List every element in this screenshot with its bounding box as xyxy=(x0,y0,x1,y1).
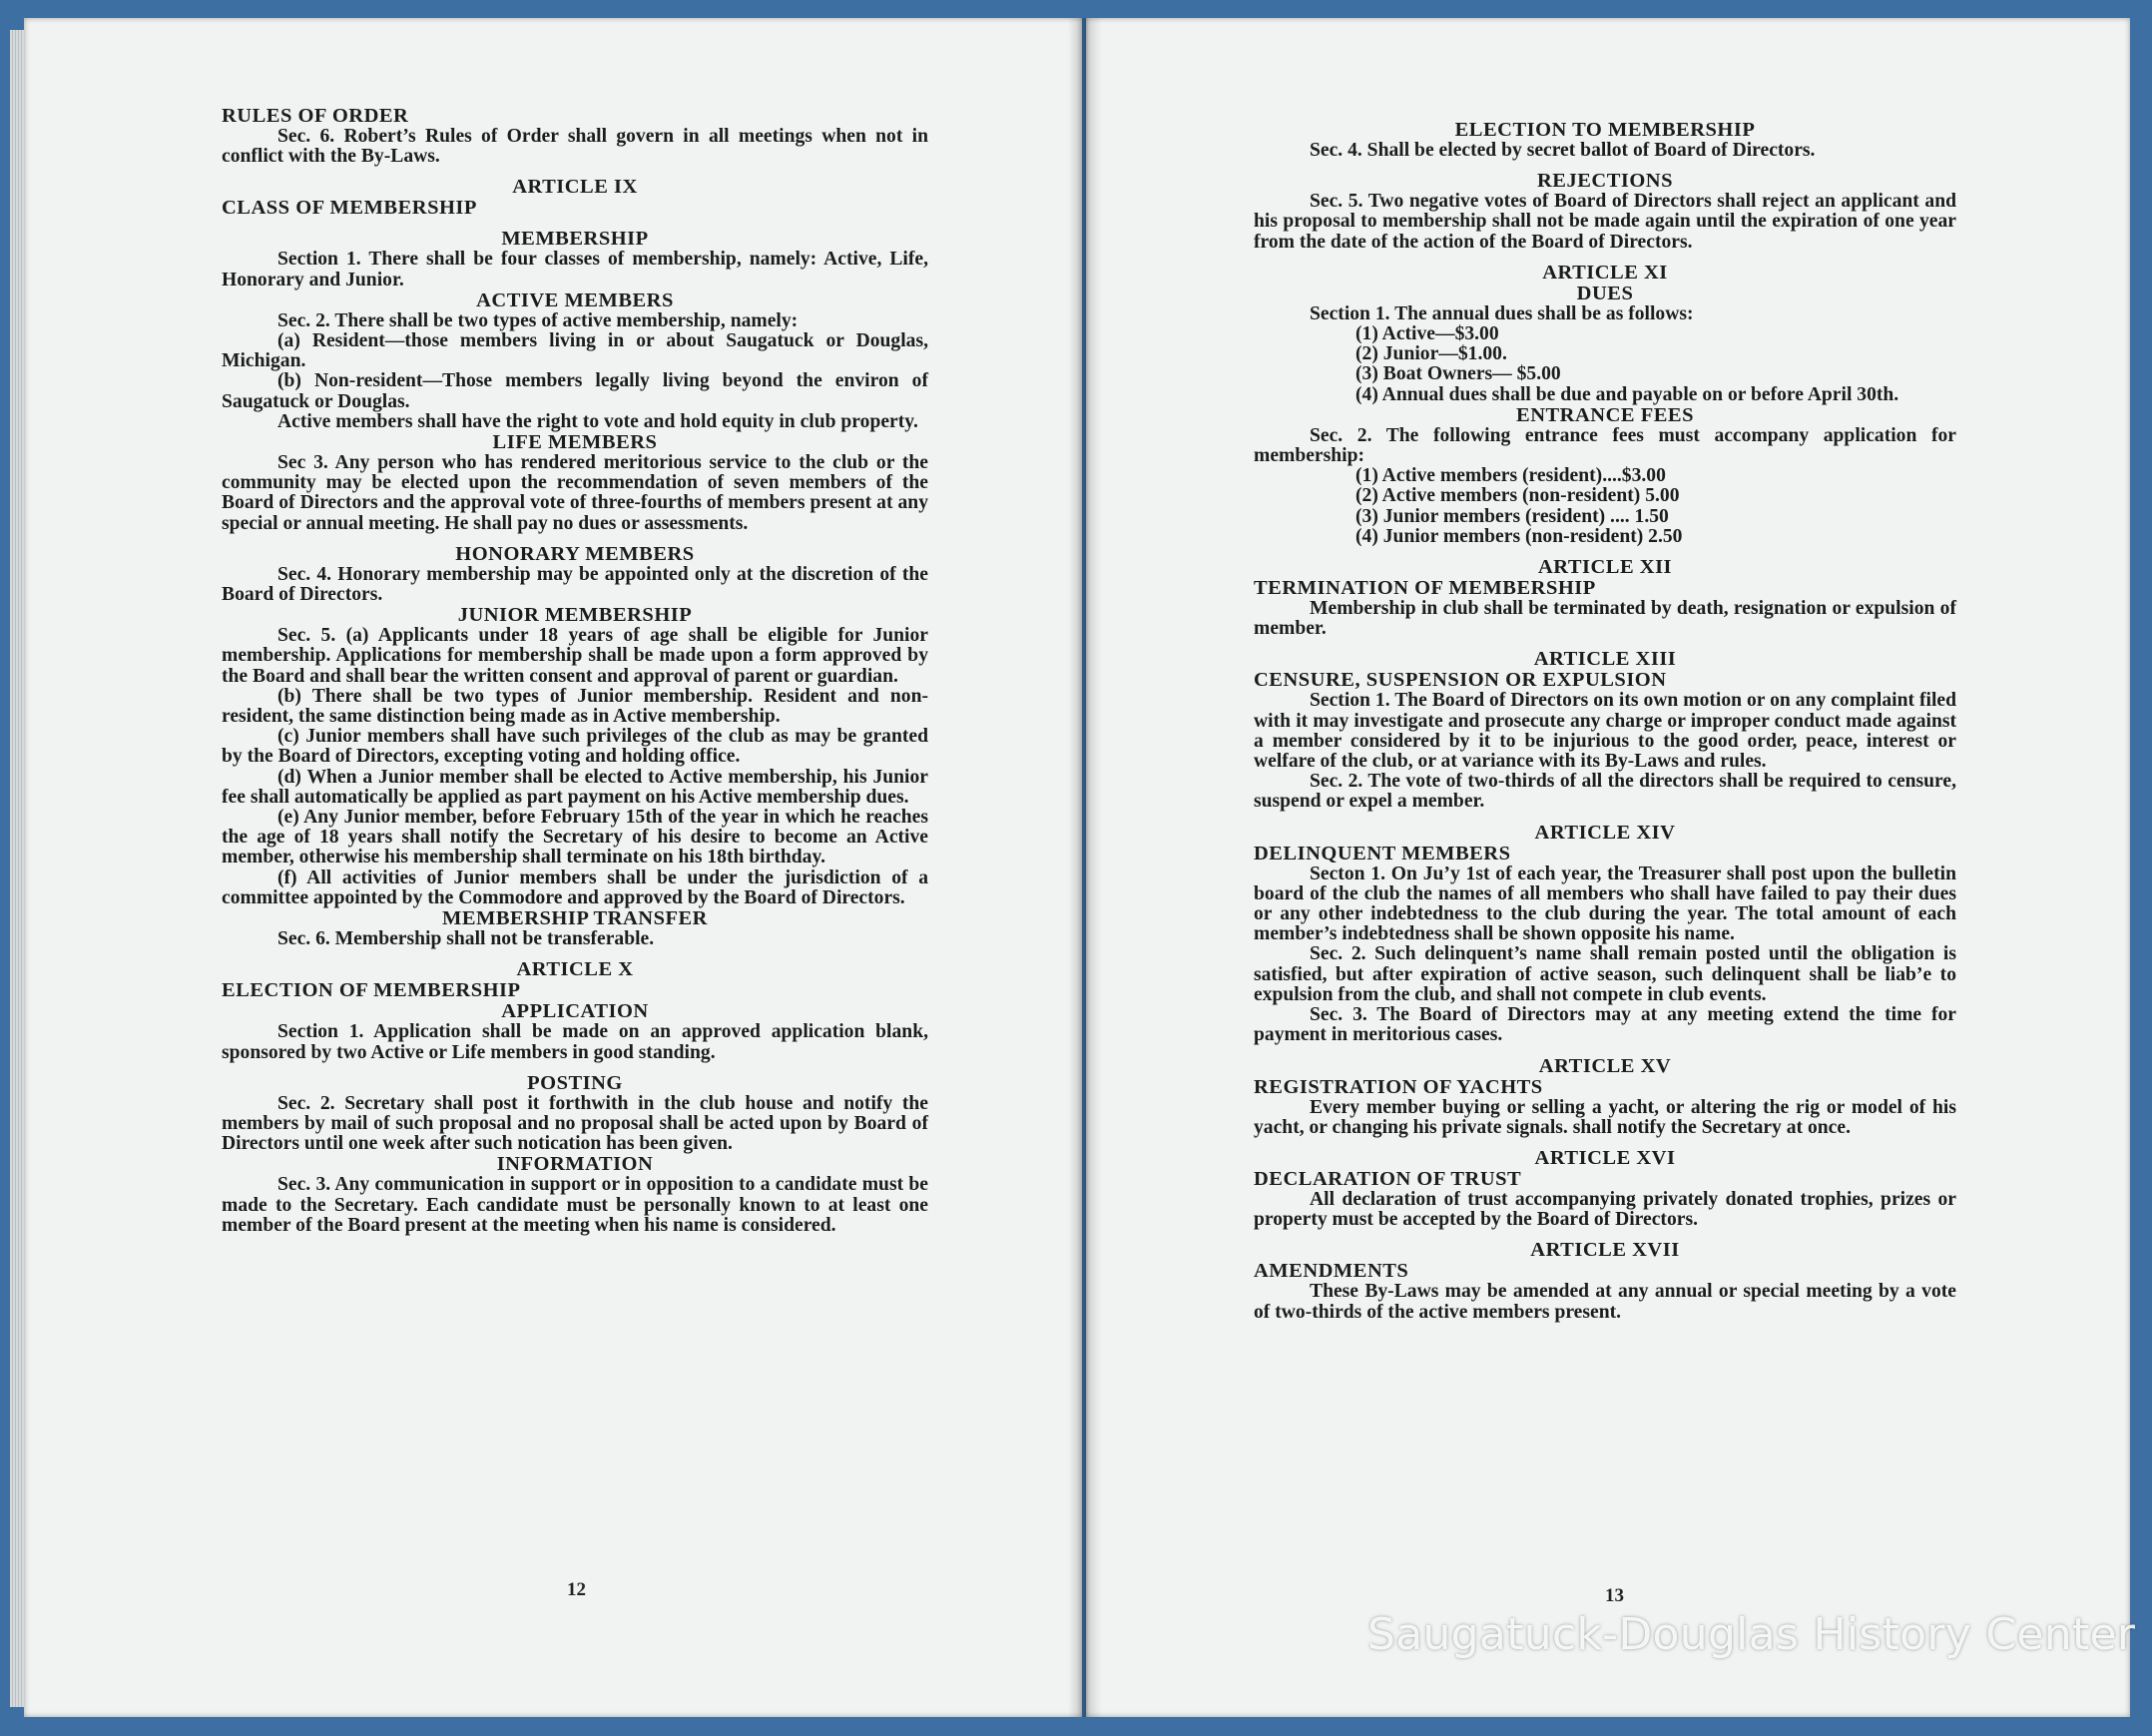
paragraph: (d) When a Junior member shall be elected to Active membership, his Junior fee shall automatically be applied as part payment on his Active membership dues. xyxy=(222,766,928,808)
paragraph: (e) Any Junior member, before February 15th of the year in which he reaches the age of 18 years shall notify the Secretary of his desire to become an Active member, otherwise his membership shall terminate on his 18th birthday. xyxy=(222,807,928,868)
paragraph: Section 1. The Board of Directors on its own motion or on any complaint filed with it may investigate and prosecute any charge or improper conduct made against a member considered by it to be injurious to the good order, peace, interest or welfare of the club, or at variance with its By-Laws and rules. xyxy=(1254,690,1956,773)
class-heading: TERMINATION OF MEMBERSHIP xyxy=(1254,577,1596,600)
list-item: (2) Active members (non-resident) 5.00 xyxy=(1355,485,1680,507)
paragraph: Sec. 4. Shall be elected by secret ballot of Board of Directors. xyxy=(1310,140,1816,161)
section-heading: INFORMATION xyxy=(496,1153,654,1176)
class-heading: ELECTION OF MEMBERSHIP xyxy=(222,979,521,1002)
paragraph: Section 1. Application shall be made on an approved application blank, sponsored by two Active or Life members in good standing. xyxy=(222,1021,928,1063)
paragraph: (b) Non-resident—Those members legally living beyond the environ of Saugatuck or Douglas. xyxy=(222,370,928,412)
paragraph: Sec. 6. Robert’s Rules of Order shall govern in all meetings when not in conflict with the By-Laws. xyxy=(222,126,928,168)
list-item: (1) Active—$3.00 xyxy=(1355,323,1499,345)
section-heading: ARTICLE XII xyxy=(1537,556,1673,579)
paragraph: Sec. 6. Membership shall not be transferable. xyxy=(277,928,655,950)
watermark-text: Saugatuck-Douglas History Center xyxy=(1367,1609,2136,1660)
section-heading: DUES xyxy=(1576,282,1634,304)
page-number-left: 12 xyxy=(567,1579,586,1600)
list-item: (3) Junior members (resident) .... 1.50 xyxy=(1355,505,1669,527)
paragraph: (f) All activities of Junior members shall be under the jurisdiction of a committee appointed by the Commodore and approved by the Board of Directors. xyxy=(222,867,928,908)
paragraph: Sec. 5. Two negative votes of Board of Directors shall reject an applicant and his proposal to membership shall not be made again until the expiration of one year from the date of the action of the Board of Directors. xyxy=(1254,191,1956,253)
paragraph: Section 1. There shall be four classes of membership, namely: Active, Life, Honorary and Junior. xyxy=(222,249,928,290)
section-heading: POSTING xyxy=(527,1071,623,1094)
class-heading: DELINQUENT MEMBERS xyxy=(1254,842,1511,865)
paragraph: Section 1. The annual dues shall be as follows: xyxy=(1310,302,1694,324)
paragraph: Sec. 4. Honorary membership may be appointed only at the discretion of the Board of Directors. xyxy=(222,563,928,606)
section-heading: APPLICATION xyxy=(501,1000,649,1023)
list-item: (4) Junior members (non-resident) 2.50 xyxy=(1355,525,1683,547)
class-heading: AMENDMENTS xyxy=(1254,1260,1409,1283)
paragraph: Sec. 2. There shall be two types of active membership, namely: xyxy=(277,309,799,331)
book-gutter xyxy=(1068,18,1102,1717)
list-item: (2) Junior—$1.00. xyxy=(1355,343,1507,365)
paragraph: These By-Laws may be amended at any annual or special meeting by a vote of two-thirds of the active members present. xyxy=(1254,1281,1956,1323)
section-heading: ACTIVE MEMBERS xyxy=(476,289,674,311)
list-item: (4) Annual dues shall be due and payable on or before April 30th. xyxy=(1355,383,1899,405)
class-heading: CLASS OF MEMBERSHIP xyxy=(222,197,477,220)
section-heading: JUNIOR MEMBERSHIP xyxy=(457,604,693,627)
section-heading: MEMBERSHIP TRANSFER xyxy=(442,907,708,930)
list-item: (1) Active members (resident)....$3.00 xyxy=(1355,465,1666,487)
section-heading: ARTICLE XIV xyxy=(1534,821,1676,844)
class-heading: RULES OF ORDER xyxy=(222,105,409,127)
section-heading: ARTICLE XVII xyxy=(1530,1239,1680,1262)
paragraph: All declaration of trust accompanying privately donated trophies, prizes or property must be accepted by the Board of Directors. xyxy=(1254,1188,1956,1231)
page-number-right: 13 xyxy=(1605,1585,1624,1606)
paragraph: Sec. 2. The following entrance fees must accompany application for membership: xyxy=(1254,424,1956,467)
paragraph: Sec. 3. Any communication in support or in opposition to a candidate must be made to the Secretary. Each candidate must be personally known to at least one member of the Board present at the meeting when his name is considered. xyxy=(222,1174,928,1236)
class-heading: REGISTRATION OF YACHTS xyxy=(1254,1075,1543,1098)
section-heading: REJECTIONS xyxy=(1536,170,1673,193)
section-heading: ARTICLE X xyxy=(516,958,634,981)
section-heading: ARTICLE XV xyxy=(1538,1054,1672,1077)
paragraph: Sec. 2. The vote of two-thirds of all the directors shall be required to censure, suspend or expel a member. xyxy=(1254,771,1956,813)
paragraph: Sec. 2. Secretary shall post it forthwith in the club house and notify the members by mail of such proposal and no proposal shall be acted upon by Board of Directors until one week after such notication has been given. xyxy=(222,1092,928,1155)
paragraph: (b) There shall be two types of Junior membership. Resident and non-resident, the same distinction being made as in Active membership. xyxy=(222,685,928,728)
section-heading: ARTICLE XIII xyxy=(1533,648,1677,671)
paragraph: Active members shall have the right to vote and hold equity in club property. xyxy=(277,410,918,432)
left-page-text xyxy=(222,106,928,1236)
paragraph: Membership in club shall be terminated by death, resignation or expulsion of member. xyxy=(1254,598,1956,640)
section-heading: LIFE MEMBERS xyxy=(492,431,658,454)
section-heading: HONORARY MEMBERS xyxy=(455,542,695,565)
section-heading: ARTICLE IX xyxy=(512,176,638,199)
paragraph: Sec. 2. Such delinquent’s name shall remain posted until the obligation is satisfied, but after expiration of active season, such delinquent shall be liab’e to expulsion from the club, and shall not compete in club events. xyxy=(1254,943,1956,1005)
paragraph: (a) Resident—those members living in or about Saugatuck or Douglas, Michigan. xyxy=(222,330,928,372)
class-heading: DECLARATION OF TRUST xyxy=(1254,1167,1522,1190)
paragraph: Secton 1. On Ju’y 1st of each year, the Treasurer shall post upon the bulletin board of the club the names of all members who shall have failed to pay their dues or any other indebtedness to the club during the year. The total amount of each member’s indebtedness shall be shown opposite his name. xyxy=(1254,863,1956,945)
class-heading: CENSURE, SUSPENSION OR EXPULSION xyxy=(1254,669,1667,692)
paragraph: Sec 3. Any person who has rendered meritorious service to the club or the community may be elected upon the recommendation of seven members of the Board of Directors and the approval vote of three-fourths of members present at any special or annual meeting. He shall pay no dues or assessments. xyxy=(222,452,928,534)
section-heading: MEMBERSHIP xyxy=(501,228,649,251)
paragraph: Every member buying or selling a yacht, or altering the rig or model of his yacht, or changing his private signals. shall notify the Secretary at once. xyxy=(1254,1096,1956,1138)
list-item: (3) Boat Owners— $5.00 xyxy=(1355,363,1561,385)
section-heading: ARTICLE XVI xyxy=(1534,1146,1676,1169)
paragraph: (c) Junior members shall have such privileges of the club as may be granted by the Board of Directors, excepting voting and holding office. xyxy=(222,726,928,768)
section-heading: ENTRANCE FEES xyxy=(1516,403,1694,426)
section-heading: ELECTION TO MEMBERSHIP xyxy=(1454,119,1756,141)
paragraph: Sec. 3. The Board of Directors may at any meeting extend the time for payment in meritorious cases. xyxy=(1254,1004,1956,1046)
section-heading: ARTICLE XI xyxy=(1542,261,1668,284)
paragraph: Sec. 5. (a) Applicants under 18 years of age shall be eligible for Junior membership. Applications for membership shall be made upon a form approved by the Board and shall bear the written consent and approval of parent or guardian. xyxy=(222,625,928,687)
right-page-text xyxy=(1254,120,1956,1323)
